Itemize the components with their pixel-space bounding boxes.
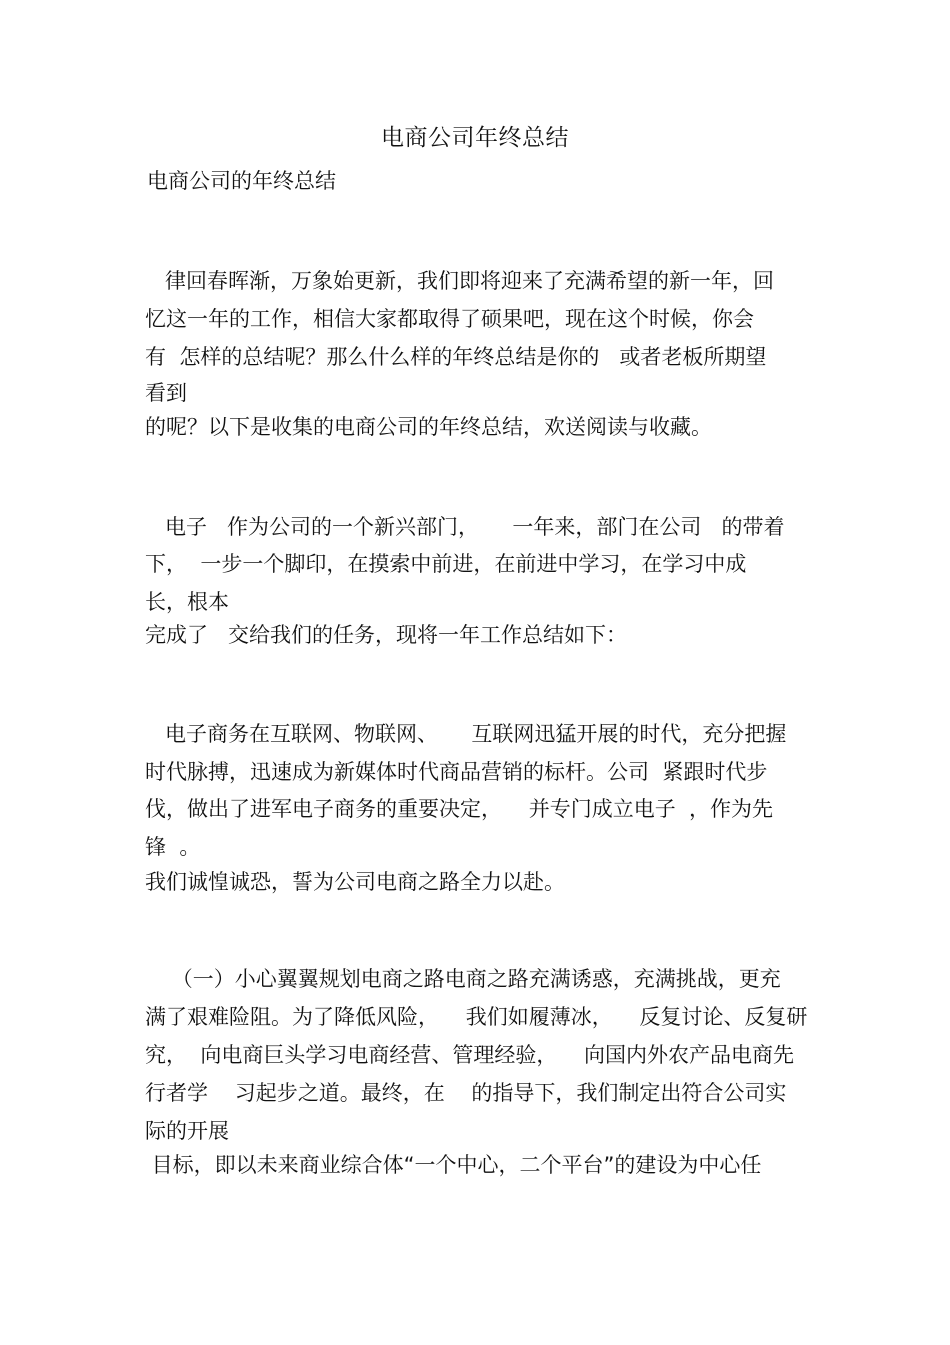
paragraph-2-line-4: 完成了 交给我们的任务，现将一年工作总结如下： xyxy=(145,623,628,647)
document-subtitle: 电商公司的年终总结 xyxy=(147,169,336,193)
paragraph-2-line-3: 长，根本 xyxy=(145,590,229,614)
paragraph-2-line-2: 下， 一步一个脚印，在摸索中前进，在前进中学习，在学习中成 xyxy=(145,552,747,576)
paragraph-1-line-3: 有 怎样的总结呢？那么什么样的年终总结是你的 或者老板所期望 xyxy=(145,345,767,369)
paragraph-1-line-1: 律回春晖渐，万象始更新，我们即将迎来了充满希望的新一年，回 xyxy=(145,269,775,293)
paragraph-4-line-3: 究， 向电商巨头学习电商经营、管理经验， 向国内外农产品电商先 xyxy=(145,1043,795,1067)
paragraph-4-line-5: 际的开展 xyxy=(145,1119,229,1143)
paragraph-1-line-2: 忆这一年的工作，相信大家都取得了硕果吧，现在这个时候，你会 xyxy=(145,307,754,331)
paragraph-1-line-4: 看到 xyxy=(145,381,187,405)
paragraph-1-line-5: 的呢？以下是收集的电商公司的年终总结，欢送阅读与收藏。 xyxy=(145,415,712,439)
paragraph-4-line-2: 满了艰难险阻。为了降低风险， 我们如履薄冰， 反复讨论、反复研 xyxy=(145,1005,808,1029)
paragraph-4-line-6: 目标，即以未来商业综合体“一个中心，二个平台”的建设为中心任 xyxy=(145,1153,762,1177)
paragraph-3-line-3: 伐，做出了进军电子商务的重要决定， 并专门成立电子 ，作为先 xyxy=(145,797,774,821)
paragraph-3-line-4: 锋 。 xyxy=(145,835,201,859)
paragraph-4-line-1: （一）小心翼翼规划电商之路电商之路充满诱惑，充满挑战，更充 xyxy=(145,967,781,991)
paragraph-3-line-5: 我们诚惶诚恐，誓为公司电商之路全力以赴。 xyxy=(145,870,565,894)
paragraph-3-line-2: 时代脉搏，迅速成为新媒体时代商品营销的标杆。公司 紧跟时代步 xyxy=(145,760,768,784)
paragraph-3-line-1: 电子商务在互联网、物联网、 互联网迅猛开展的时代，充分把握 xyxy=(145,722,787,746)
paragraph-4-line-4: 行者学 习起步之道。最终，在 的指导下，我们制定出符合公司实 xyxy=(145,1081,787,1105)
document-title: 电商公司年终总结 xyxy=(381,125,569,151)
paragraph-2-line-1: 电子 作为公司的一个新兴部门， 一年来，部门在公司 的带着 xyxy=(145,515,785,539)
